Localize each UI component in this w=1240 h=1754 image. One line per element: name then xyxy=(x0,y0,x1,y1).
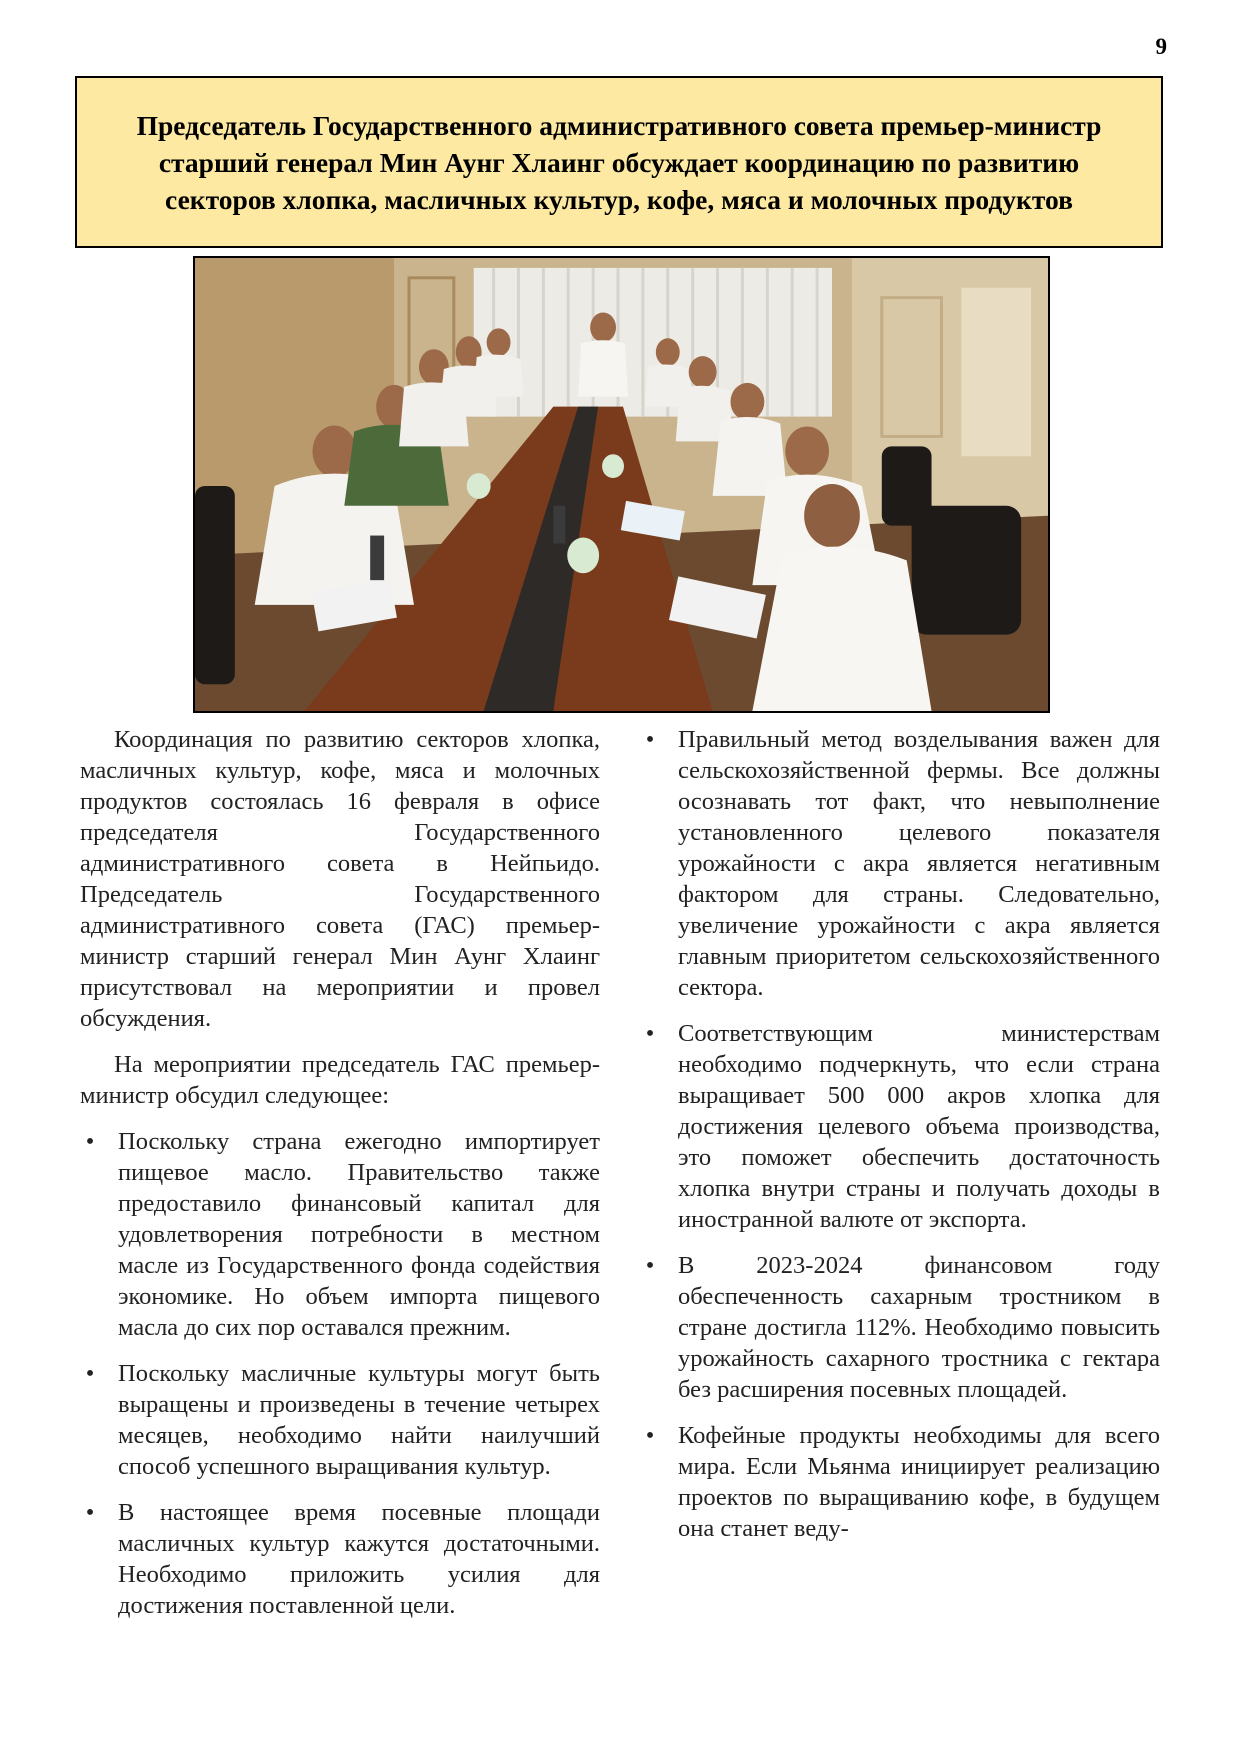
article-title: Председатель Государственного административного совета премьер-министр старший генерал Мин Аунг Хлаинг обсуждает координацию по развитию секторов хлопка, масличных культур, кофе, мяса и молочных продуктов xyxy=(136,109,1102,215)
list-item-text: Правильный метод возделывания важен для сельскохозяйственной фермы. Все должны осознавать тот факт, что невыполнение установленного целевого показателя урожайности с акра является негативным фактором для страны. Следовательно, увеличение урожайности с акра является главным приоритетом сельскохозяйственного сектора. xyxy=(678,726,1160,1001)
left-column xyxy=(80,724,600,1636)
list-item-text: Поскольку масличные культуры могут быть выращены и произведены в течение четырех месяцев, необходимо найти наилучший способ успешного выращивания культур. xyxy=(118,1360,600,1480)
right-bullet-list xyxy=(640,724,1160,1544)
list-item xyxy=(80,1126,600,1343)
left-bullet-list xyxy=(80,1126,600,1621)
bullet-icon: • xyxy=(85,1128,95,1155)
list-item xyxy=(80,1497,600,1621)
list-item xyxy=(640,1420,1160,1544)
discussion-paragraph: На мероприятии председатель ГАС премьер-министр обсудил следующее: xyxy=(80,1051,600,1109)
list-item-text: Соответствующим министерствам необходимо подчеркнуть, что если страна выращивает 500 000 акров хлопка для достижения целевого объема производства, это поможет обеспечить достаточность хлопка внутри страны и получать доходы в иностранной валюте от экспорта. xyxy=(678,1020,1160,1233)
bullet-icon: • xyxy=(645,1422,655,1449)
bullet-icon: • xyxy=(85,1360,95,1387)
list-item xyxy=(640,1018,1160,1235)
list-item-text: В настоящее время посевные площади масличных культур кажутся достаточными. Необходимо приложить усилия для достижения поставленной цели. xyxy=(118,1499,600,1619)
right-column xyxy=(640,724,1160,1559)
list-item-text: В 2023-2024 финансовом году обеспеченность сахарным тростником в стране достигла 112%. Необходимо повысить урожайность сахарного тростника с гектара без расширения посевных площадей. xyxy=(678,1252,1160,1403)
bullet-icon: • xyxy=(645,726,655,753)
title-box xyxy=(75,76,1163,248)
meeting-photo xyxy=(193,256,1050,713)
bullet-icon: • xyxy=(645,1252,655,1279)
meeting-photo-illustration xyxy=(195,258,1048,711)
page-number: 9 xyxy=(1155,34,1167,59)
list-item-text: Поскольку страна ежегодно импортирует пищевое масло. Правительство также предоставило финансовый капитал для удовлетворения потребности в местном масле из Государственного фонда содействия экономике. Но объем импорта пищевого масла до сих пор оставался прежним. xyxy=(118,1128,600,1341)
bullet-icon: • xyxy=(85,1499,95,1526)
list-item xyxy=(80,1358,600,1482)
list-item xyxy=(640,724,1160,1003)
list-item-text: Кофейные продукты необходимы для всего мира. Если Мьянма инициирует реализацию проектов по выращиванию кофе, в будущем она станет веду- xyxy=(678,1422,1160,1542)
intro-paragraph: Координация по развитию секторов хлопка, масличных культур, кофе, мяса и молочных продуктов состоялась 16 февраля в офисе председателя Государственного административного совета в Нейпьидо. Председатель Государственного административного совета (ГАС) премьер-министр старший генерал Мин Аунг Хлаинг присутствовал на мероприятии и провел обсуждения. xyxy=(80,726,600,1032)
bullet-icon: • xyxy=(645,1020,655,1047)
list-item xyxy=(640,1250,1160,1405)
